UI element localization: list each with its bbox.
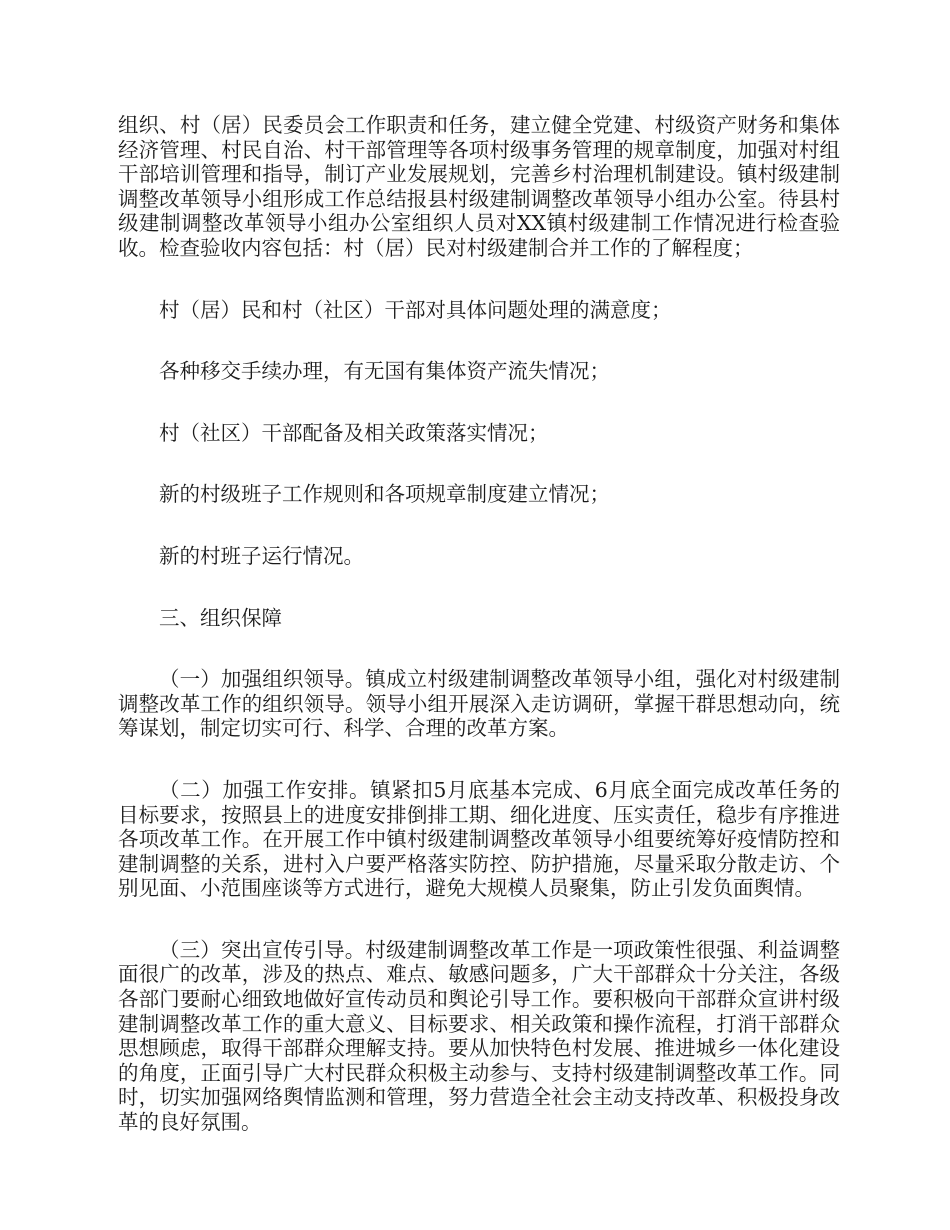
- paragraph-1: 组织、村（居）民委员会工作职责和任务，建立健全党建、村级资产财务和集体经济管理、村民自治、村干部管理等各项村级事务管理的规章制度，加强对村组干部培训管理和指导，制订产业发展规划，完善乡村治理机制建设。镇村级建制调整改革领导小组形成工作总结报县村级建制调整改革领导小组办公室。待县村级建制调整改革领导小组办公室组织人员对XX镇村级建制工作情况进行检查验收。检查验收内容包括：村（居）民对村级建制合并工作的了解程度；: [118, 113, 840, 260]
- section-heading: 三、组织保障: [159, 605, 282, 630]
- paragraph-10: （三）突出宣传引导。村级建制调整改革工作是一项政策性很强、利益调整面很广的改革，涉及的热点、难点、敏感问题多，广大干部群众十分关注，各级各部门要耐心细致地做好宣传动员和舆论引导工作。要积极向干部群众宣讲村级建制调整改革工作的重大意义、目标要求、相关政策和操作流程，打消干部群众思想顾虑，取得干部群众理解支持。要从加快特色村发展、推进城乡一体化建设的角度，正面引导广大村民群众积极主动参与、支持村级建制调整改革工作。同时，切实加强网络舆情监测和管理，努力营造全社会主动支持改革、积极投身改革的良好氛围。: [118, 937, 840, 1135]
- paragraph-5: 新的村级班子工作规则和各项规章制度建立情况；: [159, 482, 610, 507]
- paragraph-4: 村（社区）干部配备及相关政策落实情况；: [159, 420, 549, 445]
- paragraph-9: （二）加强工作安排。镇紧扣5月底基本完成、6月底全面完成改革任务的目标要求，按照县上的进度安排倒排工期、细化进度、压实责任，稳步有序推进各项改革工作。在开展工作中镇村级建制调整改革领导小组要统筹好疫情防控和建制调整的关系，进村入户要严格落实防控、防护措施，尽量采取分散走访、个别见面、小范围座谈等方式进行，避免大规模人员聚集，防止引发负面舆情。: [118, 777, 840, 901]
- paragraph-6: 新的村班子运行情况。: [159, 543, 364, 568]
- paragraph-3: 各种移交手续办理，有无国有集体资产流失情况；: [159, 359, 610, 384]
- paragraph-2: 村（居）民和村（社区）干部对具体问题处理的满意度；: [159, 297, 672, 322]
- paragraph-8: （一）加强组织领导。镇成立村级建制调整改革领导小组，强化对村级建制调整改革工作的组织领导。领导小组开展深入走访调研，掌握干群思想动向，统筹谋划，制定切实可行、科学、合理的改革方案。: [118, 667, 840, 741]
- document-body: [118, 113, 840, 1135]
